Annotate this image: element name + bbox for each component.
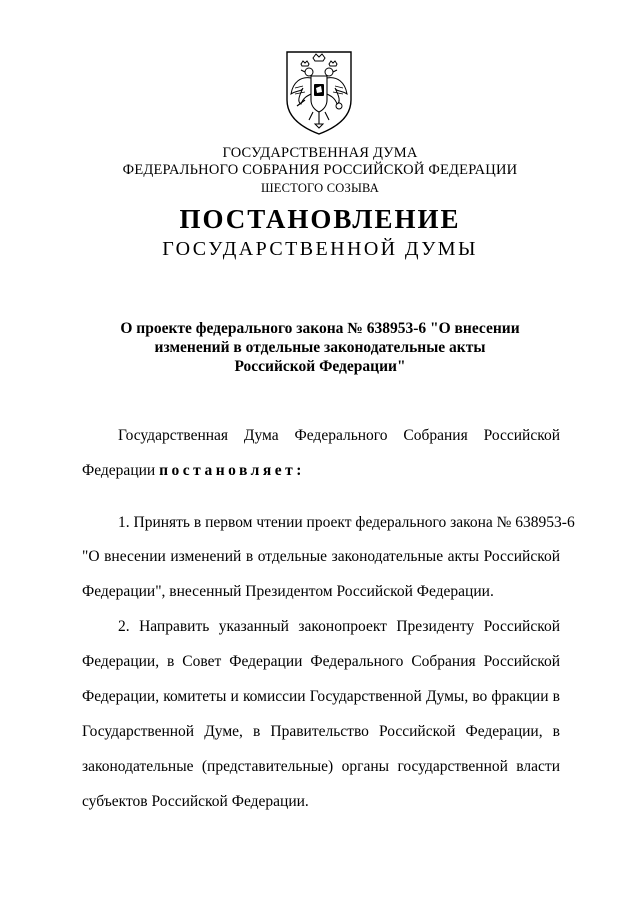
document-type-title: ПОСТАНОВЛЕНИЕ bbox=[179, 204, 461, 234]
document-issuer-subtitle: ГОСУДАРСТВЕННОЙ ДУМЫ bbox=[162, 238, 478, 260]
item1-line-1: 1. Принять в первом чтении проект федерального закона № 638953-6 bbox=[118, 514, 575, 531]
organization-name: ГОСУДАРСТВЕННАЯ ДУМА bbox=[222, 145, 418, 161]
item2-line-1: 2. Направить указанный законопроект Президенту Российской bbox=[118, 618, 560, 635]
item1-line-3: Федерации", внесенный Президентом Российской Федерации. bbox=[82, 583, 494, 600]
convocation: ШЕСТОГО СОЗЫВА bbox=[260, 181, 380, 195]
item2-line-6: субъектов Российской Федерации. bbox=[82, 793, 309, 810]
preamble-line-1: Государственная Дума Федерального Собрания Российской bbox=[118, 427, 560, 444]
resolves-keyword: постановляет: bbox=[159, 462, 305, 479]
item2-line-5: законодательные (представительные) органы государственной власти bbox=[82, 758, 560, 775]
item2-line-3: Федерации, комитеты и комиссии Государственной Думы, во фракции в bbox=[82, 688, 560, 705]
subject-line-2: изменений в отдельные законодательные акты bbox=[154, 339, 486, 356]
item2-line-4: Государственной Думе, в Правительство Российской Федерации, в bbox=[82, 723, 560, 740]
preamble-line-2 bbox=[82, 462, 560, 480]
preamble-prefix: Федерации bbox=[82, 462, 160, 479]
subject-line-3: Российской Федерации" bbox=[234, 358, 406, 375]
document-subject bbox=[0, 319, 640, 376]
item2-line-2: Федерации, в Совет Федерации Федерального Собрания Российской bbox=[82, 653, 560, 670]
subject-line-1: О проекте федерального закона № 638953-6 "О внесении bbox=[120, 320, 520, 337]
russian-coat-of-arms-icon bbox=[283, 48, 355, 136]
organization-parent: ФЕДЕРАЛЬНОГО СОБРАНИЯ РОССИЙСКОЙ ФЕДЕРАЦИИ bbox=[122, 162, 518, 178]
item1-line-2: "О внесении изменений в отдельные законодательные акты Российской bbox=[82, 548, 560, 565]
